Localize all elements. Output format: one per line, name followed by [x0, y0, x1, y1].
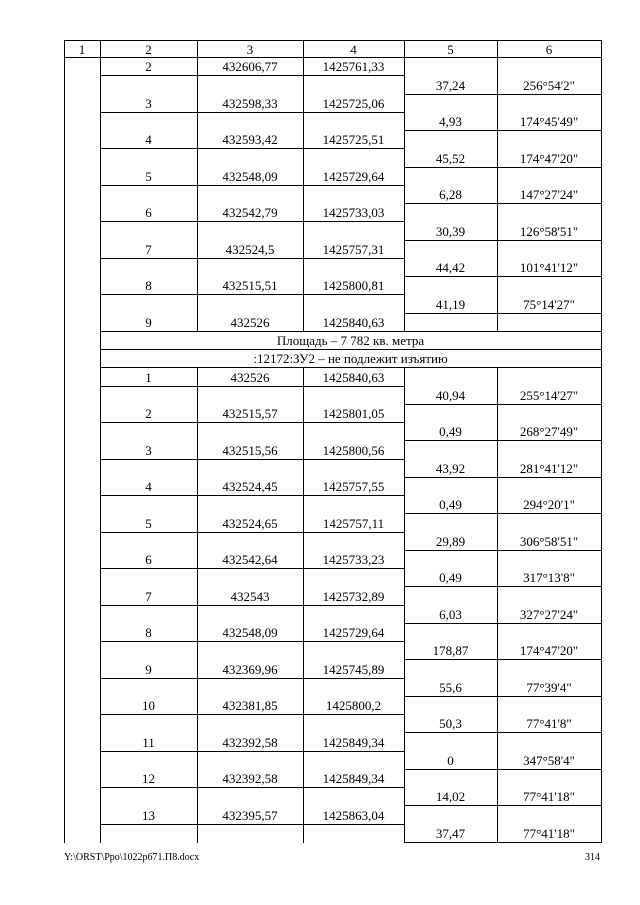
table-hline — [404, 130, 602, 131]
point-x: 432381,85 — [222, 698, 278, 713]
table-hline — [100, 641, 405, 642]
point-x: 432515,51 — [222, 278, 278, 293]
table-hline — [404, 440, 602, 441]
table-hline — [404, 477, 602, 478]
segment-length: 30,39 — [435, 224, 466, 239]
point-x: 432548,09 — [222, 169, 278, 184]
segment-angle: 75°14'27" — [523, 297, 575, 312]
point-y: 1425745,89 — [322, 662, 385, 677]
segment-angle: 77°41'8" — [526, 716, 572, 731]
point-x: 432524,5 — [225, 242, 275, 257]
table-hline — [100, 787, 405, 788]
point-y: 1425757,31 — [322, 242, 385, 257]
point-x: 432606,77 — [222, 59, 278, 74]
segment-length: 0,49 — [439, 570, 462, 585]
segment-length: 37,24 — [435, 78, 466, 93]
point-number: 5 — [145, 169, 152, 184]
table-hline — [100, 678, 405, 679]
table-hline — [100, 148, 405, 149]
point-number: 3 — [145, 96, 152, 111]
table-hline — [100, 367, 602, 368]
segment-angle: 147°27'24" — [519, 187, 579, 202]
point-y: 1425757,55 — [322, 479, 385, 494]
header-cell-5: 5 — [447, 42, 454, 57]
table-hline — [64, 40, 602, 41]
point-number: 13 — [142, 808, 155, 823]
table-hline — [404, 696, 602, 697]
point-x: 432598,33 — [222, 96, 278, 111]
point-y: 1425849,34 — [322, 735, 385, 750]
point-y: 1425733,03 — [322, 205, 385, 220]
segment-length: 178,87 — [432, 643, 469, 658]
table-hline — [100, 714, 405, 715]
table-hline — [100, 568, 405, 569]
table-hline — [404, 623, 602, 624]
point-x: 432526 — [230, 315, 270, 330]
point-y: 1425729,64 — [322, 169, 385, 184]
table-hline — [100, 185, 405, 186]
point-number: 8 — [145, 278, 152, 293]
point-number: 7 — [145, 242, 152, 257]
point-x: 432515,56 — [222, 443, 278, 458]
segment-angle: 174°47'20" — [519, 151, 579, 166]
segment-angle: 306°58'51" — [519, 534, 579, 549]
table-hline — [404, 276, 602, 277]
segment-angle: 101°41'12" — [519, 260, 579, 275]
point-x: 432542,79 — [222, 205, 278, 220]
point-x: 432543 — [230, 589, 270, 604]
point-x: 432524,45 — [222, 479, 278, 494]
segment-angle: 77°41'18" — [523, 789, 575, 804]
table-hline — [100, 294, 405, 295]
segment-angle: 174°47'20" — [519, 643, 579, 658]
footer-page-number: 314 — [585, 852, 600, 863]
point-number: 5 — [145, 516, 152, 531]
segment-length: 14,02 — [435, 789, 466, 804]
point-x: 432392,58 — [222, 735, 278, 750]
segment-angle: 126°58'51" — [519, 224, 579, 239]
segment-length: 29,89 — [435, 534, 466, 549]
point-number: 6 — [145, 205, 152, 220]
point-x: 432395,57 — [222, 808, 278, 823]
table-hline — [404, 203, 602, 204]
segment-angle: 77°39'4" — [526, 680, 572, 695]
point-number: 9 — [145, 315, 152, 330]
footer-file-path: Y:\ORST\Ppo\1022p671.П8.docx — [64, 852, 200, 863]
segment-length: 6,03 — [439, 607, 462, 622]
table-hline — [404, 842, 602, 843]
segment-angle: 174°45'49" — [519, 114, 579, 129]
point-y: 1425801,05 — [322, 406, 385, 421]
segment-angle: 347°58'4" — [523, 753, 575, 768]
segment-length: 41,19 — [435, 297, 466, 312]
point-y: 1425800,81 — [322, 278, 385, 293]
point-x: 432524,65 — [222, 516, 278, 531]
table-hline — [100, 495, 405, 496]
segment-angle: 77°41'18" — [523, 826, 575, 841]
table-hline — [100, 824, 405, 825]
table-hline — [404, 805, 602, 806]
point-number: 9 — [145, 662, 152, 677]
table-hline — [404, 313, 602, 314]
table-hline — [404, 586, 602, 587]
point-number: 12 — [142, 771, 155, 786]
segment-length: 37,47 — [435, 826, 466, 841]
segment-length: 0 — [447, 753, 454, 768]
segment-length: 44,42 — [435, 260, 466, 275]
point-number: 1 — [145, 370, 152, 385]
segment-length: 55,6 — [439, 680, 462, 695]
table-hline — [100, 75, 405, 76]
table-hline — [404, 240, 602, 241]
segment-angle: 255°14'27" — [519, 388, 579, 403]
table-hline — [100, 422, 405, 423]
table-hline — [404, 167, 602, 168]
point-y: 1425733,23 — [322, 552, 385, 567]
point-y: 1425849,34 — [322, 771, 385, 786]
point-number: 2 — [145, 406, 152, 421]
point-y: 1425800,56 — [322, 443, 385, 458]
point-number: 6 — [145, 552, 152, 567]
segment-angle: 256°54'2" — [523, 78, 575, 93]
segment-angle: 317°13'8" — [523, 570, 575, 585]
point-y: 1425840,63 — [322, 315, 385, 330]
point-x: 432369,96 — [222, 662, 278, 677]
point-y: 1425725,51 — [322, 132, 385, 147]
point-y: 1425840,63 — [322, 370, 385, 385]
point-x: 432593,42 — [222, 132, 278, 147]
point-y: 1425863,04 — [322, 808, 385, 823]
segment-angle: 268°27'49" — [519, 424, 579, 439]
table-hline — [100, 258, 405, 259]
segment-length: 6,28 — [439, 187, 462, 202]
header-cell-4: 4 — [350, 42, 357, 57]
table-vline — [64, 40, 65, 843]
segment-length: 43,92 — [435, 461, 466, 476]
point-x: 432526 — [230, 370, 270, 385]
segment-angle: 294°20'1" — [523, 497, 575, 512]
point-y: 1425732,89 — [322, 589, 385, 604]
point-x: 432548,09 — [222, 625, 278, 640]
header-cell-2: 2 — [145, 42, 152, 57]
table-hline — [100, 532, 405, 533]
plot-note: :12172:ЗУ2 – не подлежит изъятию — [253, 351, 448, 366]
segment-length: 4,93 — [439, 114, 462, 129]
segment-length: 0,49 — [439, 424, 462, 439]
point-x: 432542,64 — [222, 552, 278, 567]
point-y: 1425761,33 — [322, 59, 385, 74]
table-hline — [404, 732, 602, 733]
table-hline — [404, 659, 602, 660]
segment-length: 50,3 — [439, 716, 462, 731]
table-hline — [100, 349, 602, 350]
point-number: 3 — [145, 443, 152, 458]
table-hline — [100, 751, 405, 752]
table-hline — [404, 769, 602, 770]
header-cell-6: 6 — [545, 42, 553, 57]
point-number: 4 — [145, 132, 152, 147]
table-hline — [100, 459, 405, 460]
table-hline — [100, 386, 405, 387]
point-number: 2 — [145, 59, 152, 74]
point-number: 4 — [145, 479, 152, 494]
table-hline — [100, 221, 405, 222]
table-hline — [404, 94, 602, 95]
segment-length: 45,52 — [435, 151, 466, 166]
point-number: 8 — [145, 625, 152, 640]
table-hline — [100, 331, 602, 332]
point-y: 1425757,11 — [322, 516, 385, 531]
point-y: 1425725,06 — [322, 96, 385, 111]
table-vline — [100, 40, 101, 843]
table-vline — [601, 40, 602, 843]
point-number: 10 — [142, 698, 155, 713]
segment-angle: 327°27'24" — [519, 607, 579, 622]
table-hline — [404, 513, 602, 514]
point-number: 7 — [145, 589, 152, 604]
header-cell-3: 3 — [246, 42, 254, 57]
table-hline — [404, 404, 602, 405]
point-y: 1425729,64 — [322, 625, 385, 640]
segment-length: 40,94 — [435, 388, 466, 403]
table-hline — [100, 605, 405, 606]
table-hline — [404, 550, 602, 551]
point-x: 432392,58 — [222, 771, 278, 786]
segment-angle: 281°41'12" — [519, 461, 579, 476]
point-number: 11 — [142, 735, 155, 750]
table-hline — [100, 112, 405, 113]
point-x: 432515,57 — [222, 406, 278, 421]
point-y: 1425800,2 — [325, 698, 382, 713]
header-cell-1: 1 — [78, 42, 86, 57]
area-note: Площадь – 7 782 кв. метра — [276, 333, 425, 348]
segment-length: 0,49 — [439, 497, 462, 512]
